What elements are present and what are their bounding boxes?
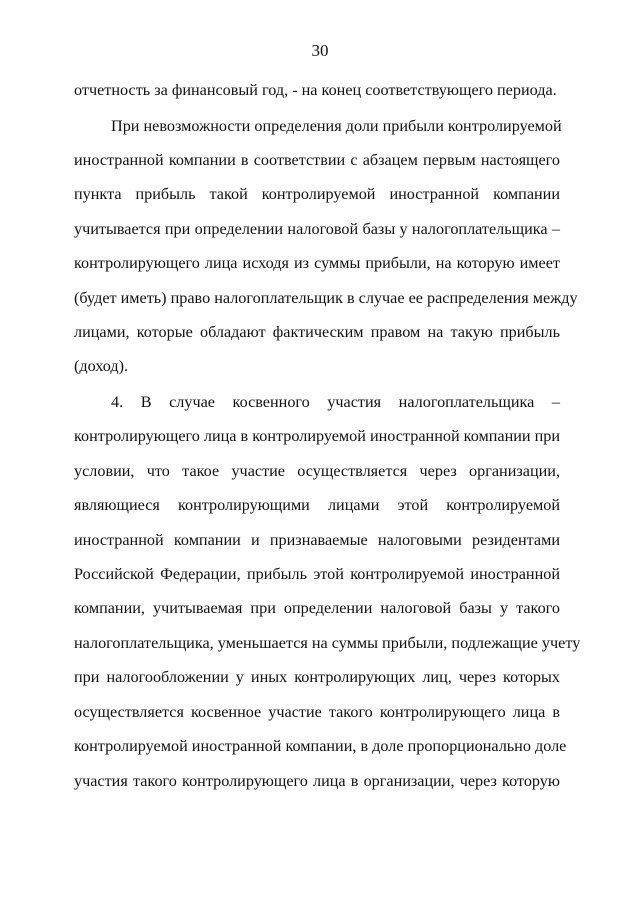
- text-line: участия такого контролирующего лица в организации, через которую: [74, 772, 560, 790]
- text-line: условии, что такое участие осуществляется через организации,: [74, 462, 560, 480]
- text-line: лицами, которые обладают фактическим правом на такую прибыль: [74, 323, 560, 341]
- text-line: иностранной компании и признаваемые налоговыми резидентами: [74, 531, 560, 549]
- text-line: контролирующего лица в контролируемой иностранной компании при: [74, 427, 561, 445]
- text-line: являющиеся контролирующими лицами этой контролируемой: [74, 496, 560, 514]
- text-line: (доход).: [74, 357, 129, 375]
- page-number: 30: [311, 41, 329, 60]
- text-line: компании, учитываемая при определении налоговой базы у такого: [74, 599, 560, 617]
- text-line: при налогообложении у иных контролирующих лиц, через которых: [74, 668, 560, 686]
- text-line: Российской Федерации, прибыль этой контролируемой иностранной: [74, 565, 560, 583]
- text-line: контролирующего лица исходя из суммы прибыли, на которую имеет: [74, 254, 560, 272]
- text-line: При невозможности определения доли прибыли контролируемой: [111, 117, 562, 135]
- text-line: контролируемой иностранной компании, в доле пропорционально доле: [74, 737, 567, 755]
- text-line: осуществляется косвенное участие такого контролирующего лица в: [74, 703, 560, 721]
- text-line: 4. В случае косвенного участия налогоплательщика –: [111, 393, 560, 411]
- text-line: (будет иметь) право налогоплательщик в случае ее распределения между: [74, 289, 578, 307]
- text-line: отчетность за финансовый год, - на конец соответствующего периода.: [74, 81, 557, 99]
- text-line: пункта прибыль такой контролируемой иностранной компании: [74, 185, 560, 203]
- text-line: учитывается при определении налоговой базы у налогоплательщика –: [74, 220, 560, 238]
- text-line: иностранной компании в соответствии с абзацем первым настоящего: [74, 151, 560, 169]
- text-line: налогоплательщика, уменьшается на суммы прибыли, подлежащие учету: [74, 634, 581, 652]
